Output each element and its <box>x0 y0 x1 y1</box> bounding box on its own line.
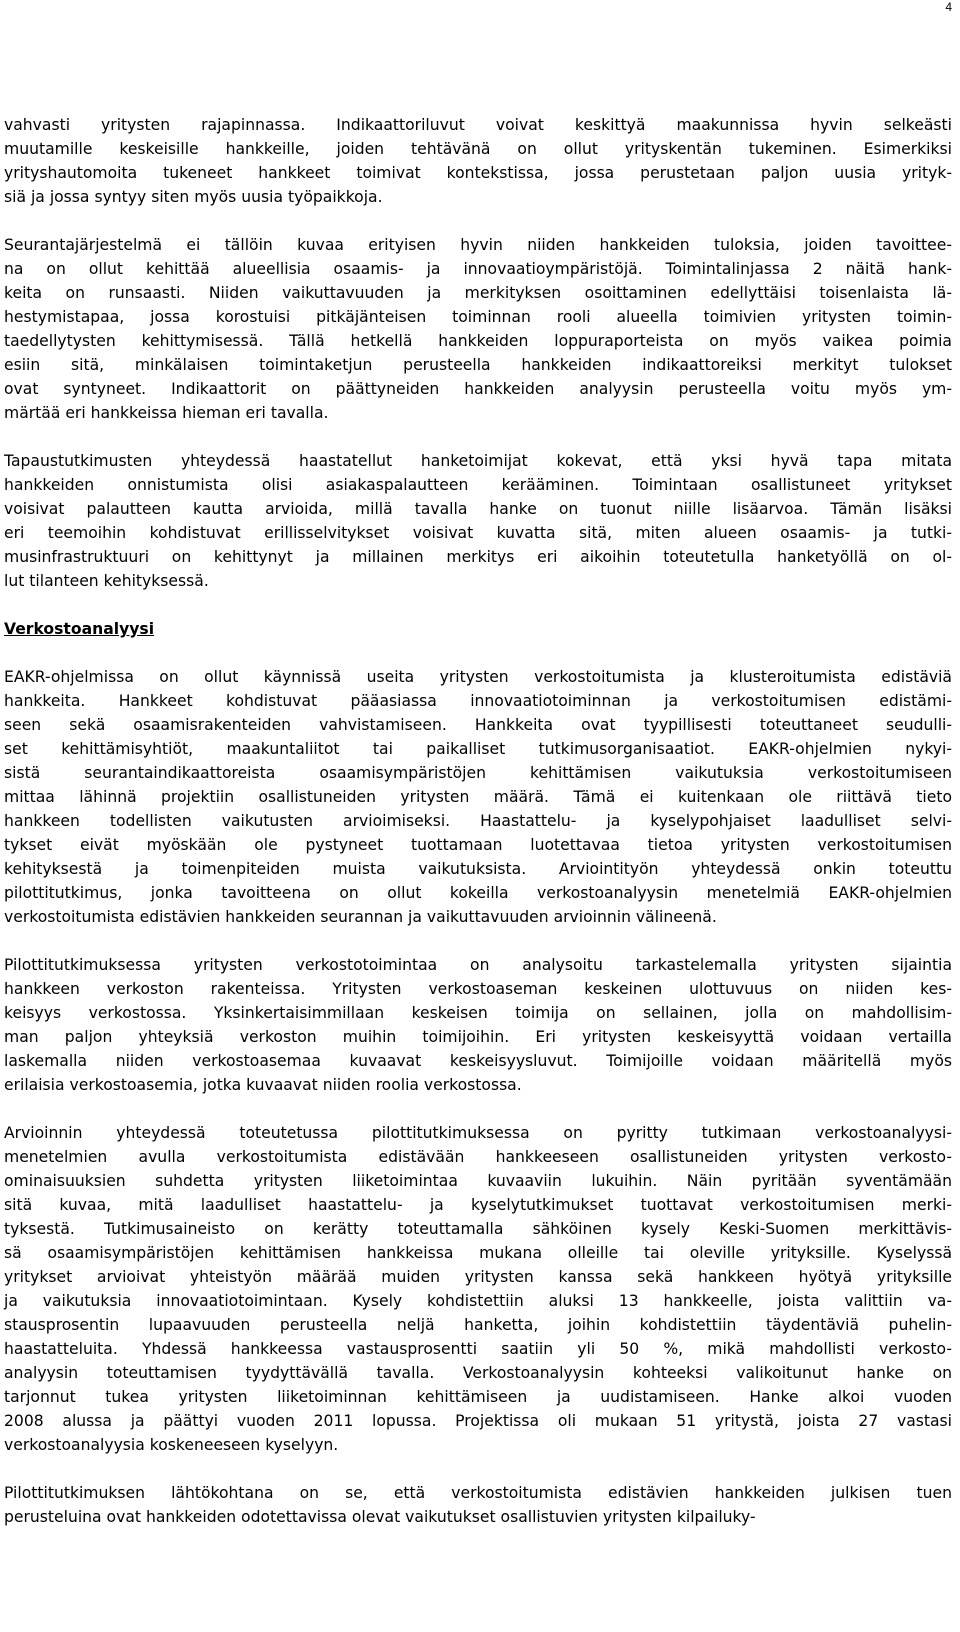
text-line: vahvasti yritysten rajapinnassa. Indikaattoriluvut voivat keskittyä maakunnissa hyvin selkeästi <box>4 116 952 134</box>
paragraph <box>4 449 952 593</box>
text-line: set kehittämisyhtiöt, maakuntaliitot tai paikalliset tutkimusorganisaatiot. EAKR-ohjelmien nykyi- <box>4 740 952 758</box>
text-line: siä ja jossa syntyy siten myös uusia työpaikkoja. <box>4 188 383 206</box>
text-line: keisyys verkostossa. Yksinkertaisimmillaan keskeisen toimija on sellainen, jolla on mahdollisim- <box>4 1004 952 1022</box>
text-line: EAKR-ohjelmissa on ollut käynnissä useita yritysten verkostoitumista ja klusteroitumista edistäviä <box>4 668 952 686</box>
text-line: märtää eri hankkeissa hieman eri tavalla. <box>4 404 329 422</box>
text-line: eri teemoihin kohdistuvat erillisselvitykset voisivat kuvatta sitä, miten alueen osaamis- ja tutki- <box>4 524 952 542</box>
text-line: menetelmien avulla verkostoitumista edistävään hankkeeseen osallistuneiden yritysten verkosto- <box>4 1148 952 1166</box>
text-line: verkostoanalyysia koskeneeseen kyselyyn. <box>4 1436 339 1454</box>
text-line: ovat syntyneet. Indikaattorit on päättyneiden hankkeiden analyysin perusteella voitu myös ym- <box>4 380 952 398</box>
text-line: sistä seurantaindikaattoreista osaamisympäristöjen kehittämisen vaikutuksia verkostoitumiseen <box>4 764 952 782</box>
text-line: na on ollut kehittää alueellisia osaamis- ja innovaatioympäristöjä. Toimintalinjassa 2 näitä hank- <box>4 260 952 278</box>
text-line: hankkeen verkoston rakenteissa. Yritysten verkostoaseman keskeinen ulottuvuus on niiden kes- <box>4 980 952 998</box>
text-line: ja vaikutuksia innovaatiotoimintaan. Kysely kohdistettiin aluksi 13 hankkeelle, joista valittiin va- <box>4 1292 952 1310</box>
text-line: taedellytysten kehittymisessä. Tällä hetkellä hankkeiden loppuraporteista on myös vaikea poimia <box>4 332 952 350</box>
text-line: muutamille keskeisille hankkeille, joiden tehtävänä on ollut yrityskentän tukeminen. Esimerkiksi <box>4 140 952 158</box>
text-line: hankkeita. Hankkeet kohdistuvat pääasiassa innovaatiotoiminnan ja verkostoitumisen edistämi- <box>4 692 952 710</box>
page-number: 4 <box>945 0 952 14</box>
text-line: hankkeen todellisten vaikutusten arvioimiseksi. Haastattelu- ja kyselypohjaiset laadulliset selvi- <box>4 812 952 830</box>
text-line: Tapaustutkimusten yhteydessä haastatellut hanketoimijat kokevat, että yksi hyvä tapa mitata <box>4 452 952 470</box>
text-line: tarjonnut tukea yritysten liiketoiminnan kehittämiseen ja uudistamiseen. Hanke alkoi vuoden <box>4 1388 952 1406</box>
text-line: Seurantajärjestelmä ei tällöin kuvaa erityisen hyvin niiden hankkeiden tuloksia, joiden tavoittee- <box>4 236 952 254</box>
text-line: pilottitutkimus, jonka tavoitteena on ollut kokeilla verkostoanalyysin menetelmiä EAKR-ohjelmien <box>4 884 952 902</box>
text-line: man paljon yhteyksiä verkoston muihin toimijoihin. Eri yritysten keskeisyyttä voidaan vertailla <box>4 1028 952 1046</box>
text-line: sitä kuvaa, mitä laadulliset haastattelu- ja kyselytutkimukset tuottavat verkostoitumisen merki- <box>4 1196 952 1214</box>
paragraph <box>4 665 952 929</box>
text-line: Arvioinnin yhteydessä toteutetussa pilottitutkimuksessa on pyritty tutkimaan verkostoanalyysi- <box>4 1124 952 1142</box>
section-heading: Verkostoanalyysi <box>4 620 155 638</box>
document-body <box>4 113 952 1553</box>
paragraph <box>4 233 952 425</box>
text-line: haastatteluita. Yhdessä hankkeessa vastausprosentti saatiin yli 50 %, mikä mahdollisti verkosto- <box>4 1340 952 1358</box>
text-line: voisivat palautteen kautta arvioida, millä tavalla hanke on tuonut niille lisäarvoa. Tämän lisäksi <box>4 500 952 518</box>
text-line: hankkeiden onnistumista olisi asiakaspalautteen kerääminen. Toimintaan osallistuneet yritykset <box>4 476 952 494</box>
text-line: Pilottitutkimuksessa yritysten verkostotoimintaa on analysoitu tarkastelemalla yritysten sijaintia <box>4 956 952 974</box>
text-line: musinfrastruktuuri on kehittynyt ja millainen merkitys eri aikoihin toteutetulla hanketyöllä on ol- <box>4 548 952 566</box>
intro-paragraphs <box>4 113 952 593</box>
text-line: laskemalla niiden verkostoasemaa kuvaavat keskeisyysluvut. Toimijoille voidaan määritellä myös <box>4 1052 952 1070</box>
text-line: analyysin toteuttamisen tyydyttävällä tavalla. Verkostoanalyysin kohteeksi valikoitunut hanke on <box>4 1364 952 1382</box>
text-line: 2008 alussa ja päättyi vuoden 2011 lopussa. Projektissa oli mukaan 51 yritystä, joista 27 vastasi <box>4 1412 952 1430</box>
text-line: tykset eivät myöskään ole pystyneet tuottamaan luotettavaa tietoa yritysten verkostoitumisen <box>4 836 952 854</box>
text-line: kehityksestä ja toimenpiteiden muista vaikutuksista. Arviointityön yhteydessä onkin toteuttu <box>4 860 952 878</box>
text-line: esiin sitä, minkälaisen toimintaketjun perusteella hankkeiden indikaattoreiksi merkityt tulokset <box>4 356 952 374</box>
text-line: keita on runsaasti. Niiden vaikuttavuuden ja merkityksen osoittaminen edellyttäisi toisenlaista lä- <box>4 284 952 302</box>
text-line: verkostoitumista edistävien hankkeiden seurannan ja vaikuttavuuden arvioinnin välineenä. <box>4 908 717 926</box>
text-line: mittaa lähinnä projektiin osallistuneiden yritysten määrä. Tämä ei kuitenkaan ole riittävä tieto <box>4 788 952 806</box>
text-line: sä osaamisympäristöjen kehittämisen hankkeissa mukana olleille tai oleville yrityksille. Kyselyssä <box>4 1244 952 1262</box>
paragraph <box>4 1121 952 1457</box>
text-line: seen sekä osaamisrakenteiden vahvistamiseen. Hankkeita ovat tyypillisesti toteuttaneet seudulli- <box>4 716 952 734</box>
text-line: perusteluina ovat hankkeiden odotettavissa olevat vaikutukset osallistuvien yritysten kilpailuky- <box>4 1508 756 1526</box>
text-line: stausprosentin lupaavuuden perusteella neljä hanketta, joihin kohdistettiin täydentäviä puhelin- <box>4 1316 952 1334</box>
text-line: yritykset arvioivat yhteistyön määrää muiden yritysten kanssa sekä hankkeen hyötyä yrityksille <box>4 1268 952 1286</box>
paragraph <box>4 113 952 209</box>
text-line: ominaisuuksien suhdetta yritysten liiketoimintaa kuvaaviin lukuihin. Näin pyritään syventämään <box>4 1172 952 1190</box>
text-line: erilaisia verkostoasemia, jotka kuvaavat niiden roolia verkostossa. <box>4 1076 522 1094</box>
paragraph <box>4 953 952 1097</box>
text-line: yrityshautomoita tukeneet hankkeet toimivat kontekstissa, jossa perustetaan paljon uusia yrityk- <box>4 164 952 182</box>
text-line: Pilottitutkimuksen lähtökohtana on se, että verkostoitumista edistävien hankkeiden julkisen tuen <box>4 1484 952 1502</box>
text-line: hestymistapaa, jossa korostuisi pitkäjänteisen toiminnan rooli alueella toimivien yritysten toimin- <box>4 308 952 326</box>
section-paragraphs <box>4 665 952 1529</box>
text-line: tyksestä. Tutkimusaineisto on kerätty toteuttamalla sähköinen kysely Keski-Suomen merkittävis- <box>4 1220 952 1238</box>
text-line: lut tilanteen kehityksessä. <box>4 572 209 590</box>
paragraph <box>4 1481 952 1529</box>
